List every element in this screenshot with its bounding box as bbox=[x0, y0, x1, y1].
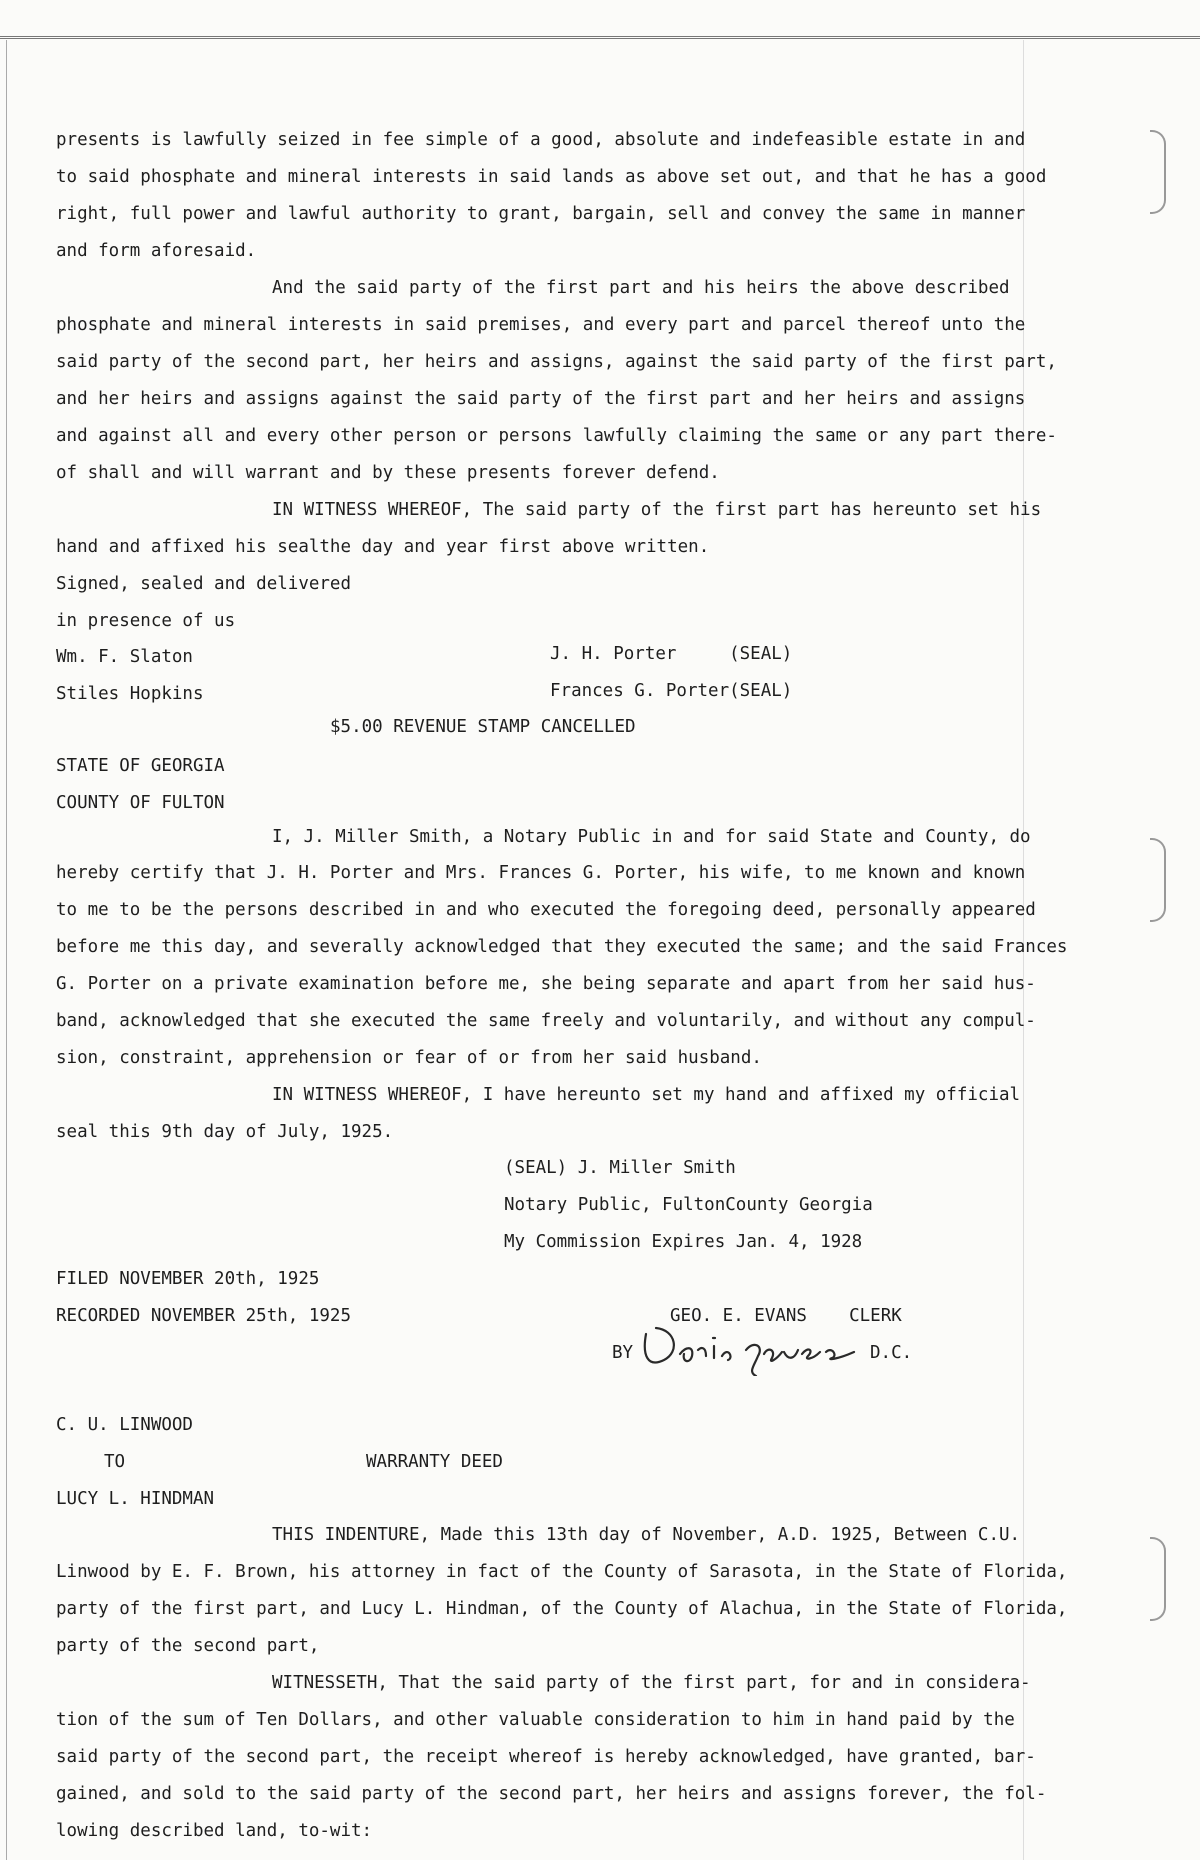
text-line: band, acknowledged that she executed the same freely and voluntarily, and without any compul- bbox=[56, 1011, 1036, 1031]
text-line: IN WITNESS WHEREOF, I have hereunto set my hand and affixed my official bbox=[272, 1085, 1021, 1105]
text-line: sion, constraint, apprehension or fear of or from her said husband. bbox=[56, 1048, 762, 1068]
notary-title: Notary Public, FultonCounty Georgia bbox=[504, 1195, 873, 1215]
filed-date: FILED NOVEMBER 20th, 1925 bbox=[56, 1269, 320, 1289]
grantor-signature: Frances G. Porter(SEAL) bbox=[550, 681, 793, 701]
text-line: hereby certify that J. H. Porter and Mrs. Frances G. Porter, his wife, to me known and known bbox=[56, 863, 1026, 883]
text-line: to said phosphate and mineral interests in said lands as above set out, and that he has a good bbox=[56, 167, 1047, 187]
text-line: Linwood by E. F. Brown, his attorney in fact of the County of Sarasota, in the State of Florida, bbox=[56, 1562, 1068, 1582]
text-line: right, full power and lawful authority to grant, bargain, sell and convey the same in manner bbox=[56, 204, 1026, 224]
binding-bracket-1 bbox=[1150, 130, 1166, 214]
text-line: tion of the sum of Ten Dollars, and other valuable consideration to him in hand paid by the bbox=[56, 1710, 1015, 1730]
text-line: phosphate and mineral interests in said premises, and every part and parcel thereof unto the bbox=[56, 315, 1026, 335]
top-border-rule bbox=[0, 36, 1200, 39]
text-line: and form aforesaid. bbox=[56, 241, 257, 261]
text-line: G. Porter on a private examination before me, she being separate and apart from her said hus- bbox=[56, 974, 1036, 994]
text-line: IN WITNESS WHEREOF, The said party of the first part has hereunto set his bbox=[272, 500, 1042, 520]
text-line: Signed, sealed and delivered bbox=[56, 574, 352, 594]
by-label: BY bbox=[612, 1343, 634, 1363]
text-line: said party of the second part, her heirs and assigns, against the said party of the first part, bbox=[56, 352, 1057, 372]
text-line: And the said party of the first part and his heirs the above described bbox=[272, 278, 1010, 298]
text-line: seal this 9th day of July, 1925. bbox=[56, 1122, 394, 1142]
text-line: presents is lawfully seized in fee simple of a good, absolute and indefeasible estate in and bbox=[56, 130, 1026, 150]
text-line: before me this day, and severally acknowledged that they executed the same; and the said Frances bbox=[56, 937, 1068, 957]
text-line: I, J. Miller Smith, a Notary Public in and for said State and County, do bbox=[272, 827, 1031, 847]
text-line: in presence of us bbox=[56, 611, 236, 631]
witness-name: Stiles Hopkins bbox=[56, 684, 204, 704]
state-heading: STATE OF GEORGIA bbox=[56, 756, 225, 776]
to-label: TO bbox=[104, 1452, 126, 1472]
binding-bracket-3 bbox=[1150, 1537, 1166, 1621]
recorded-date: RECORDED NOVEMBER 25th, 1925 bbox=[56, 1306, 352, 1326]
witness-name: Wm. F. Slaton bbox=[56, 647, 193, 667]
county-heading: COUNTY OF FULTON bbox=[56, 793, 225, 813]
text-line: gained, and sold to the said party of the second part, her heirs and assigns forever, the fol- bbox=[56, 1784, 1047, 1804]
text-line: and against all and every other person or persons lawfully claiming the same or any part there- bbox=[56, 426, 1057, 446]
notary-commission: My Commission Expires Jan. 4, 1928 bbox=[504, 1232, 863, 1252]
deputy-clerk-label: D.C. bbox=[870, 1343, 913, 1363]
deed-title: WARRANTY DEED bbox=[366, 1452, 503, 1472]
text-line: party of the second part, bbox=[56, 1636, 320, 1656]
notary-signature: (SEAL) J. Miller Smith bbox=[504, 1158, 736, 1178]
text-line: party of the first part, and Lucy L. Hindman, of the County of Alachua, in the State of Florida, bbox=[56, 1599, 1068, 1619]
text-line: said party of the second part, the receipt whereof is hereby acknowledged, have granted, bar- bbox=[56, 1747, 1036, 1767]
handwritten-signature bbox=[636, 1316, 866, 1376]
revenue-stamp-note: $5.00 REVENUE STAMP CANCELLED bbox=[330, 717, 636, 737]
left-margin-rule bbox=[6, 40, 7, 1860]
text-line: WITNESSETH, That the said party of the first part, for and in considera- bbox=[272, 1673, 1031, 1693]
clerk-name: GEO. E. EVANS CLERK bbox=[670, 1306, 902, 1326]
text-line: of shall and will warrant and by these presents forever defend. bbox=[56, 463, 720, 483]
binding-bracket-2 bbox=[1150, 838, 1166, 922]
grantor-signature: J. H. Porter (SEAL) bbox=[550, 644, 793, 664]
grantor-heading: C. U. LINWOOD bbox=[56, 1415, 193, 1435]
grantee-heading: LUCY L. HINDMAN bbox=[56, 1489, 215, 1509]
text-line: THIS INDENTURE, Made this 13th day of November, A.D. 1925, Between C.U. bbox=[272, 1525, 1021, 1545]
text-line: hand and affixed his sealthe day and year first above written. bbox=[56, 537, 710, 557]
text-line: to me to be the persons described in and who executed the foregoing deed, personally appeared bbox=[56, 900, 1036, 920]
text-line: lowing described land, to-wit: bbox=[56, 1821, 373, 1841]
text-line: and her heirs and assigns against the said party of the first part and her heirs and assigns bbox=[56, 389, 1026, 409]
